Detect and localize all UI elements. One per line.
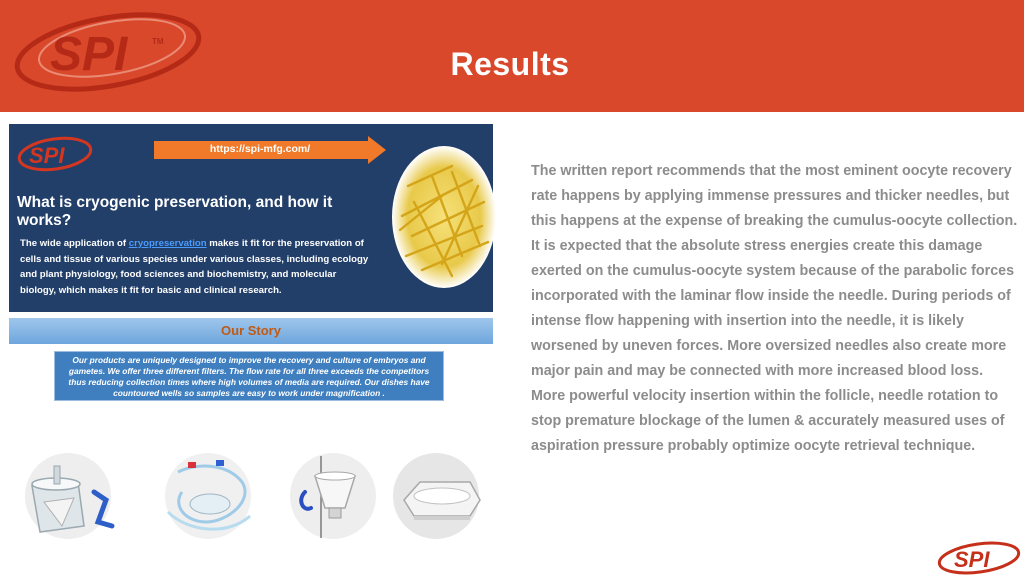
our-story-box xyxy=(54,351,444,401)
collection-container-image xyxy=(18,452,118,540)
our-story-title: Our Story xyxy=(221,323,281,338)
banner-body xyxy=(20,236,372,298)
website-url[interactable]: https://spi-mfg.com/ xyxy=(209,143,311,155)
banner-spi-logo xyxy=(15,134,95,174)
page-title: Results xyxy=(450,46,570,82)
report-paragraph: The written report recommends that the most eminent oocyte recovery rate happens by applying immense pressures and thicker needles, but this happens at the expense of breaking the cumulus-oocyte collection. It is expected that the absolute stress energies create this damage exerted on the cumulus-oocyte system because of the parabolic forces incorporated with the laminar flow inside the needle. During periods of intense flow happening with insertion into the needle, it is likely worsened by uneven forces. More oversized needles also create more major pain and may be connected with more increased blood loss. More powerful velocity insertion within the follicle, needle rotation to stop premature blockage of the lumen & accurately measured uses of aspiration pressure probably optimize oocyte retrieval technique. xyxy=(531,163,1018,454)
spi-logo[interactable] xyxy=(8,4,208,100)
cryopreservation-link[interactable]: cryopreservation xyxy=(128,238,207,249)
svg-text:SPI: SPI xyxy=(50,28,128,81)
header-bar xyxy=(0,0,1024,112)
funnel-filter-image xyxy=(283,452,383,540)
banner-body-end: makes it fit for the preservation of cells and tissue of various species under various classes, including ecology and plant physiology, food sciences and biochemistry, and molecular biology, which makes it fit for basic and clinical research. xyxy=(20,238,369,296)
banner-body-start: The wide application of xyxy=(20,238,129,249)
banner-heading: What is cryogenic preservation, and how it works? xyxy=(17,194,333,229)
straws-image xyxy=(392,146,496,288)
svg-text:SPI: SPI xyxy=(29,143,65,168)
svg-text:TM: TM xyxy=(152,37,164,46)
culture-dish-image xyxy=(390,452,490,540)
our-story-text: Our products are uniquely designed to improve the recovery and culture of embryos and gametes. We offer three different filters. The flow rate for all three exceeds the competitors thus reducing collection times where high volumes of media are required. Our dishes have countoured wells so samples are easy to work under magnification . xyxy=(68,355,430,398)
footer-spi-logo xyxy=(936,540,1022,576)
our-story-bar xyxy=(9,318,493,344)
tubing-filter-image xyxy=(158,452,258,540)
svg-text:SPI: SPI xyxy=(954,547,990,572)
